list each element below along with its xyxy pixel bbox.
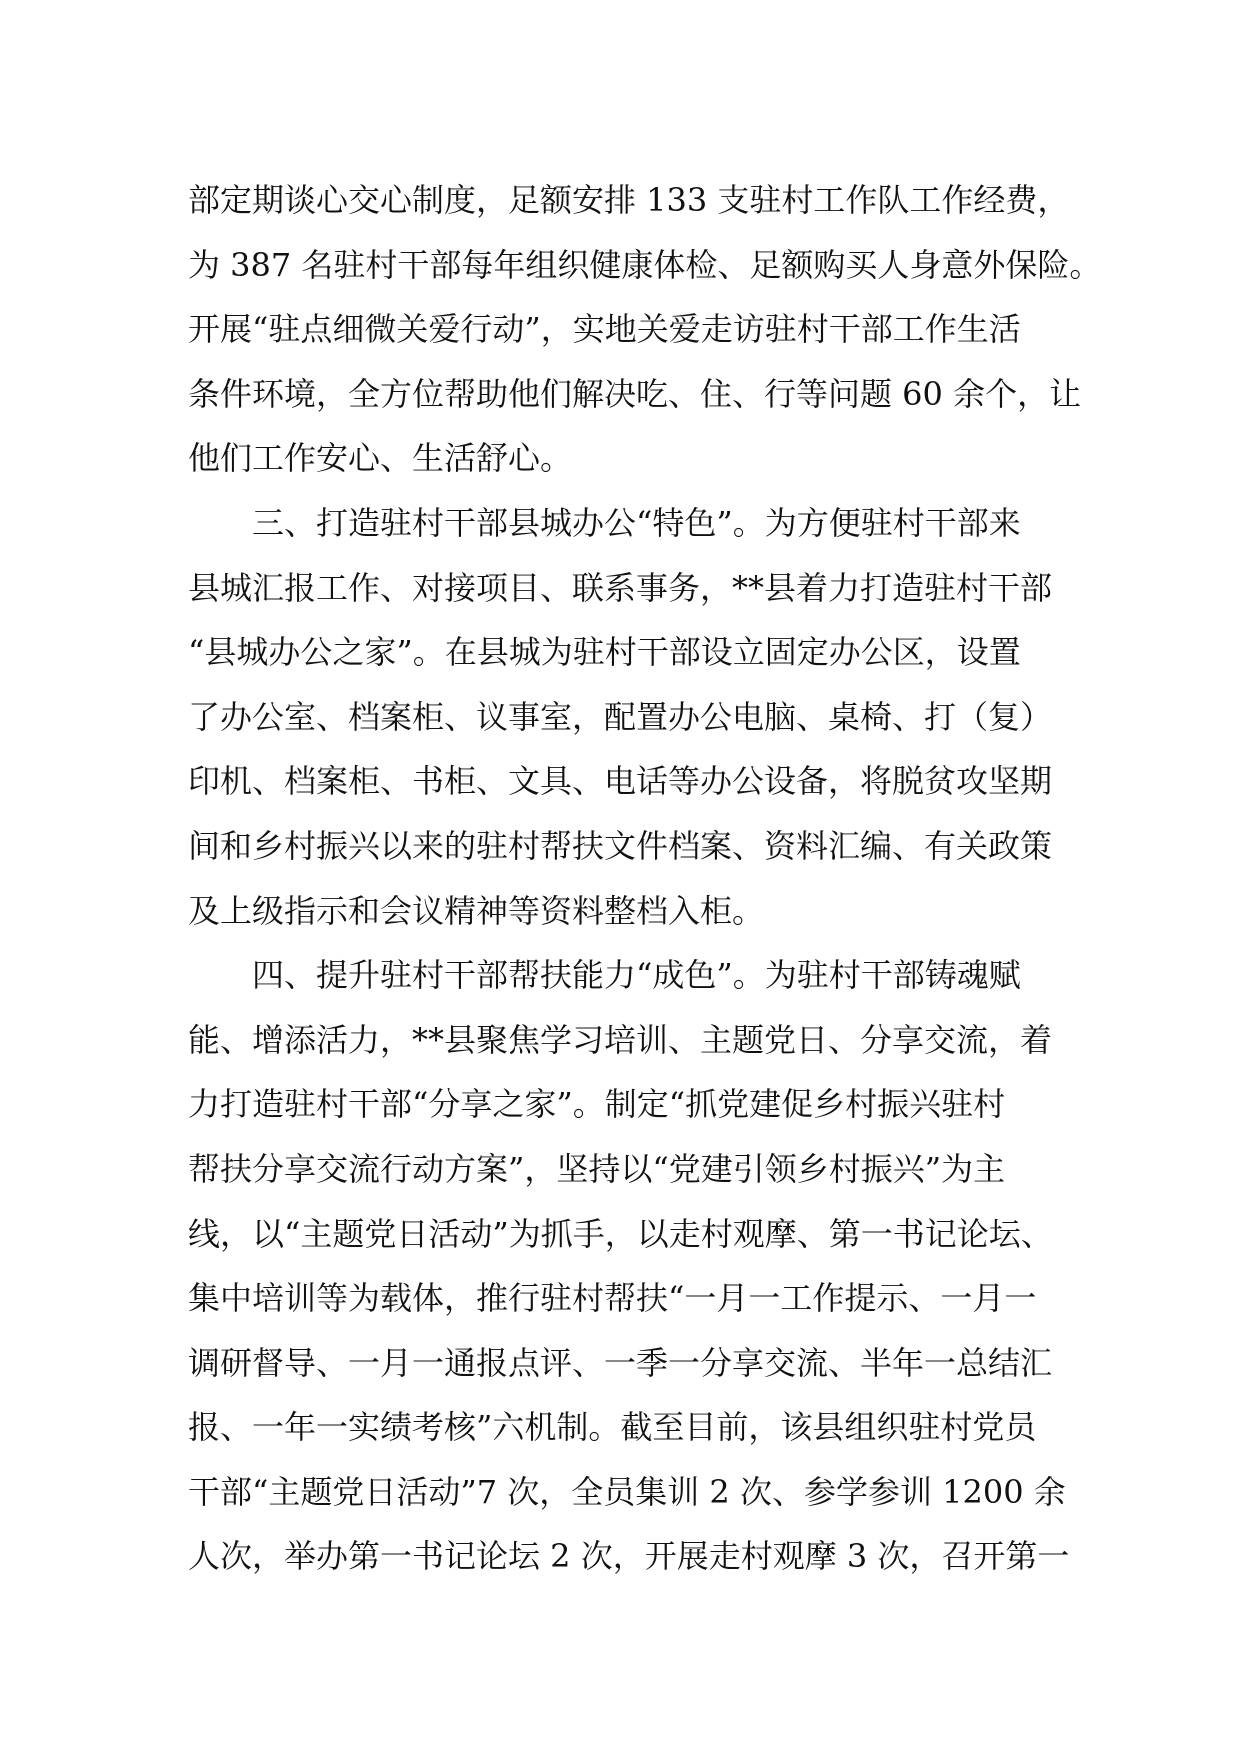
text-line: 及上级指示和会议精神等资料整档入柜。 [188,891,765,930]
paragraph-section-four [188,943,1068,1589]
document-body [188,168,1102,1589]
text-line: 力打造驻村干部“分享之家”。制定“抓党建促乡村振兴驻村 [188,1085,1006,1124]
text-line: 开展“驻点细微关爱行动”，实地关爱走访驻村干部工作生活 [188,310,1021,349]
text-line: 他们工作安心、生活舒心。 [188,439,573,478]
text-line: 部定期谈心交心制度，足额安排 133 支驻村工作队工作经费， [188,181,1070,219]
text-line: 县城汇报工作、对接项目、联系事务，**县着力打造驻村干部 [188,568,1053,607]
text-line: 四、提升驻村干部帮扶能力“成色”。为驻村干部铸魂赋 [252,956,1021,995]
text-line: 人次，举办第一书记论坛 2 次，开展走村观摩 3 次，召开第一 [188,1537,1070,1576]
text-line: 为 387 名驻村干部每年组织健康体检、足额购买人身意外保险。 [188,245,1102,284]
text-line: 调研督导、一月一通报点评、一季一分享交流、半年一总结汇 [188,1343,1053,1382]
text-line: 了办公室、档案柜、议事室，配置办公电脑、桌椅、打（复） [188,697,1053,736]
text-line: 线，以“主题党日活动”为抓手，以走村观摩、第一书记论坛、 [188,1214,1053,1253]
text-line: 印机、档案柜、书柜、文具、电话等办公设备，将脱贫攻坚期 [188,762,1053,801]
text-line: 三、打造驻村干部县城办公“特色”。为方便驻村干部来 [252,503,1021,542]
text-line: 条件环境，全方位帮助他们解决吃、住、行等问题 60 余个，让 [188,374,1082,413]
text-line: 能、增添活力，**县聚焦学习培训、主题党日、分享交流，着 [188,1020,1053,1059]
paragraph-care-measures [188,168,1102,491]
text-line: 干部“主题党日活动”7 次，全员集训 2 次、参学参训 1200 余 [188,1472,1066,1511]
text-line: 集中培训等为载体，推行驻村帮扶“一月一工作提示、一月一 [188,1279,1037,1318]
text-line: 帮扶分享交流行动方案”，坚持以“党建引领乡村振兴”为主 [188,1149,1006,1188]
text-line: “县城办公之家”。在县城为驻村干部设立固定办公区，设置 [188,633,1021,672]
text-line: 间和乡村振兴以来的驻村帮扶文件档案、资料汇编、有关政策 [188,826,1053,865]
text-line: 报、一年一实绩考核”六机制。截至目前，该县组织驻村党员 [188,1408,1037,1447]
paragraph-section-three [188,491,1068,943]
